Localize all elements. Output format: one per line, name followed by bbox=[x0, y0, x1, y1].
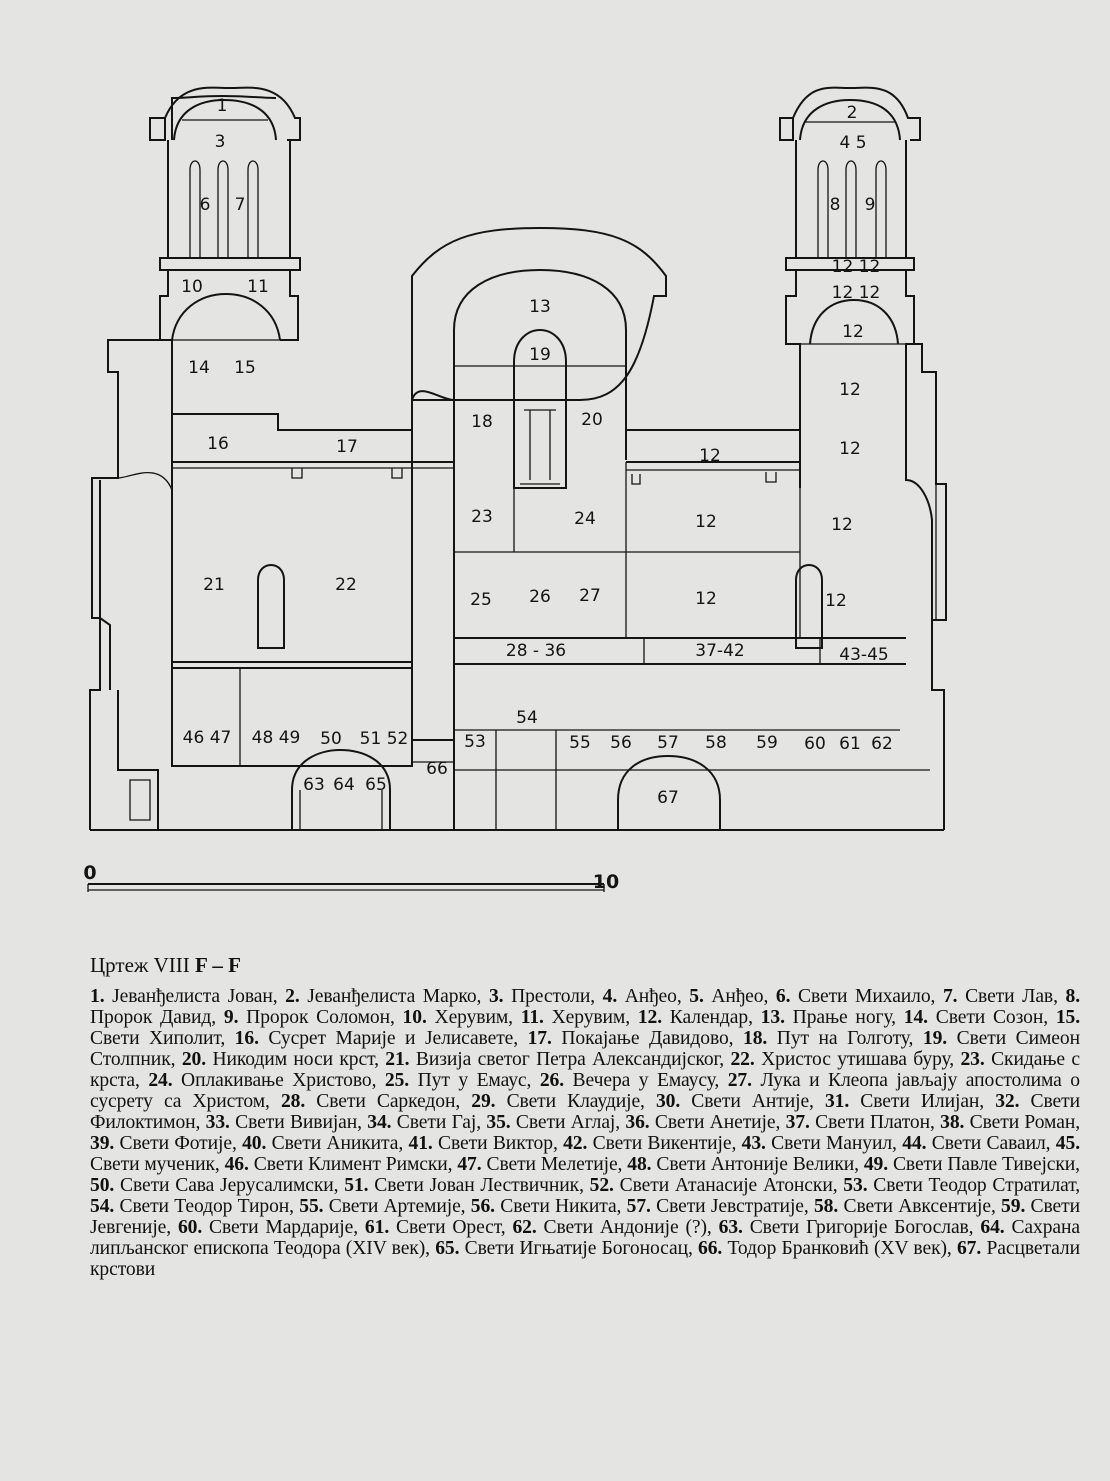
legend-number: 20. bbox=[181, 1049, 207, 1070]
legend-entry-text: Свети Созон, bbox=[927, 1007, 1056, 1028]
legend-number: 45. bbox=[1055, 1133, 1080, 1154]
zone-label-60: 60 bbox=[804, 734, 826, 754]
legend-entry-text: Лука и Клеопа јављају апостолима о сусрету са Христом, bbox=[90, 1070, 1080, 1112]
legend-entry-text: Јеванђелиста Марко, bbox=[299, 986, 489, 1007]
legend-entry-text: Свети мученик, bbox=[90, 1154, 225, 1175]
caption-section: F – F bbox=[195, 953, 241, 977]
zone-label-56: 56 bbox=[610, 733, 632, 753]
legend-entry-text: Свети Аглај, bbox=[510, 1112, 626, 1133]
zone-label-54: 54 bbox=[516, 708, 538, 728]
legend-number: 23. bbox=[960, 1049, 985, 1070]
legend-entry-text: Свети Атанасије Атонски, bbox=[613, 1175, 844, 1196]
legend-entry-text: Свети Теодор Стратилат, bbox=[867, 1175, 1081, 1196]
scale-end-label: 10 bbox=[592, 871, 620, 893]
zone-label-48-49: 48 49 bbox=[251, 728, 301, 748]
zone-label-3: 3 bbox=[214, 132, 226, 152]
zone-label-50: 50 bbox=[320, 729, 342, 749]
legend-number: 58. bbox=[813, 1196, 839, 1217]
legend-number: 41. bbox=[408, 1133, 433, 1154]
legend-number: 12. bbox=[637, 1007, 663, 1028]
legend-entry-text: Пророк Давид, bbox=[90, 1007, 224, 1028]
legend-entry-text: Јеванђелиста Јован, bbox=[104, 986, 286, 1007]
legend-number: 17. bbox=[527, 1028, 552, 1049]
legend-number: 51. bbox=[344, 1175, 369, 1196]
legend-entry-text: Свети Андоније (?), bbox=[536, 1217, 719, 1238]
legend-entry-text: Сусрет Марије и Јелисавете, bbox=[258, 1028, 528, 1049]
legend-entry-text: Свети Роман, bbox=[964, 1112, 1081, 1133]
zone-label-17: 17 bbox=[336, 437, 358, 457]
legend-number: 37. bbox=[785, 1112, 810, 1133]
legend-text bbox=[90, 986, 1080, 1280]
zone-label-7: 7 bbox=[234, 195, 246, 215]
legend-number: 5. bbox=[689, 986, 704, 1007]
zone-label-10: 10 bbox=[181, 277, 203, 297]
legend-number: 64. bbox=[980, 1217, 1005, 1238]
legend-number: 9. bbox=[223, 1007, 239, 1028]
zone-label-4-5: 4 5 bbox=[839, 133, 867, 153]
legend-number: 50. bbox=[90, 1175, 115, 1196]
legend-entry-text: Свети Артемије, bbox=[323, 1196, 471, 1217]
legend-entry-text: Сахрана липљанског епископа Теодора (XIV век), bbox=[90, 1217, 1081, 1259]
zone-label-65: 65 bbox=[365, 775, 387, 795]
caption-prefix: Цртеж VIII bbox=[90, 953, 190, 977]
legend-number: 47. bbox=[457, 1154, 482, 1175]
legend-entry-text: Херувим, bbox=[426, 1007, 521, 1028]
legend-entry-text: Свети Виктор, bbox=[432, 1133, 564, 1154]
zone-label-55: 55 bbox=[569, 733, 591, 753]
legend-number: 28. bbox=[280, 1091, 306, 1112]
legend-entry-text: Свети Анетије, bbox=[649, 1112, 786, 1133]
legend-number: 46. bbox=[224, 1154, 249, 1175]
zone-label-14: 14 bbox=[188, 358, 210, 378]
legend-entry-text: Календар, bbox=[662, 1007, 761, 1028]
legend-number: 66. bbox=[698, 1238, 723, 1259]
scale-bar bbox=[83, 862, 619, 893]
legend-number: 33. bbox=[205, 1112, 230, 1133]
zone-label-61: 61 bbox=[839, 734, 861, 754]
legend-number: 19. bbox=[922, 1028, 948, 1049]
legend-number: 4. bbox=[602, 986, 618, 1007]
legend-entry-text: Престоли, bbox=[503, 986, 603, 1007]
legend-number: 56. bbox=[470, 1196, 495, 1217]
legend-number: 39. bbox=[90, 1133, 115, 1154]
legend-entry-text: Свети Мардарије, bbox=[202, 1217, 365, 1238]
legend-number: 31. bbox=[824, 1091, 850, 1112]
zone-label-12-e: 12 bbox=[839, 439, 861, 459]
scale-start-label: 0 bbox=[83, 862, 97, 884]
zone-label-16: 16 bbox=[207, 434, 229, 454]
legend-entry-text: Вечера у Емаусу, bbox=[564, 1070, 728, 1091]
legend-number: 7. bbox=[942, 986, 958, 1007]
zone-label-12-h: 12 bbox=[831, 515, 853, 535]
zone-label-21: 21 bbox=[203, 575, 225, 595]
zone-label-12-f: 12 bbox=[699, 446, 721, 466]
legend-number: 53. bbox=[843, 1175, 868, 1196]
legend-number: 44. bbox=[902, 1133, 927, 1154]
figure-caption bbox=[90, 953, 1080, 1280]
legend-number: 11. bbox=[520, 1007, 544, 1028]
legend-number: 38. bbox=[940, 1112, 965, 1133]
legend-number: 36. bbox=[625, 1112, 650, 1133]
legend-number: 32. bbox=[995, 1091, 1020, 1112]
zone-label-63: 63 bbox=[303, 775, 325, 795]
legend-entry-text: Свети Хиполит, bbox=[90, 1028, 235, 1049]
legend-entry-text: Свети Орест, bbox=[389, 1217, 513, 1238]
legend-entry-text: Свети Антоније Велики, bbox=[651, 1154, 864, 1175]
zone-label-51-52: 51 52 bbox=[359, 729, 409, 749]
legend-entry-text: Свети Климент Римски, bbox=[248, 1154, 458, 1175]
zone-label-13: 13 bbox=[529, 297, 551, 317]
legend-entry-text: Свети Лав, bbox=[957, 986, 1066, 1007]
legend-entry-text: Покајање Давидово, bbox=[551, 1028, 744, 1049]
zone-label-18: 18 bbox=[471, 412, 493, 432]
legend-number: 10. bbox=[402, 1007, 427, 1028]
legend-number: 13. bbox=[760, 1007, 785, 1028]
legend-number: 59. bbox=[1001, 1196, 1026, 1217]
legend-entry-text: Свети Саваил, bbox=[926, 1133, 1056, 1154]
zone-label-26: 26 bbox=[529, 587, 551, 607]
zone-label-19: 19 bbox=[529, 345, 551, 365]
legend-entry-text: Христос утишава буру, bbox=[754, 1049, 961, 1070]
legend-number: 21. bbox=[385, 1049, 410, 1070]
legend-number: 18. bbox=[743, 1028, 768, 1049]
zone-label-12-i: 12 bbox=[695, 589, 717, 609]
zone-label-12-g: 12 bbox=[695, 512, 717, 532]
legend-number: 62. bbox=[512, 1217, 537, 1238]
legend-entry-text: Свети Григорије Богослав, bbox=[742, 1217, 981, 1238]
legend-number: 60. bbox=[177, 1217, 203, 1238]
legend-number: 43. bbox=[741, 1133, 766, 1154]
legend-number: 61. bbox=[364, 1217, 390, 1238]
legend-entry-text: Пут у Емаус, bbox=[409, 1070, 540, 1091]
legend-entry-text: Свети Мануил, bbox=[765, 1133, 903, 1154]
legend-entry-text: Свети Клаудије, bbox=[495, 1091, 656, 1112]
legend-number: 22. bbox=[730, 1049, 755, 1070]
zone-label-23: 23 bbox=[471, 507, 493, 527]
legend-number: 52. bbox=[589, 1175, 614, 1196]
legend-number: 16. bbox=[234, 1028, 259, 1049]
legend-number: 24. bbox=[148, 1070, 173, 1091]
legend-entry-text: Свети Никита, bbox=[494, 1196, 627, 1217]
zone-label-12-a: 12 12 bbox=[831, 257, 881, 277]
legend-number: 14. bbox=[903, 1007, 928, 1028]
legend-entry-text: Свети Авксентије, bbox=[838, 1196, 1002, 1217]
legend-number: 25. bbox=[384, 1070, 410, 1091]
legend-entry-text: Свети Јевгеније, bbox=[90, 1196, 1080, 1238]
zone-label-8: 8 bbox=[829, 195, 841, 215]
zone-label-12-d: 12 bbox=[839, 380, 861, 400]
zone-label-59: 59 bbox=[756, 733, 778, 753]
legend-entry-text: Свети Јован Лествичник, bbox=[368, 1175, 590, 1196]
legend-entry-text: Свети Теодор Тирон, bbox=[114, 1196, 300, 1217]
legend-entry-text: Свети Аникита, bbox=[266, 1133, 409, 1154]
legend-entry-text: Скидање с крста, bbox=[90, 1049, 1080, 1091]
legend-entry-text: Свети Игњатије Богоносац, bbox=[459, 1238, 699, 1259]
legend-number: 3. bbox=[488, 986, 504, 1007]
legend-entry-text: Свети Мелетије, bbox=[481, 1154, 628, 1175]
legend-number: 35. bbox=[486, 1112, 511, 1133]
legend-number: 65. bbox=[435, 1238, 460, 1259]
legend-number: 57. bbox=[626, 1196, 651, 1217]
zone-label-20: 20 bbox=[581, 410, 603, 430]
zone-label-11: 11 bbox=[247, 277, 269, 297]
legend-number: 48. bbox=[627, 1154, 652, 1175]
zone-label-53: 53 bbox=[464, 732, 486, 752]
zone-label-43-45: 43-45 bbox=[839, 645, 889, 665]
zone-label-58: 58 bbox=[705, 733, 727, 753]
legend-entry-text: Херувим, bbox=[543, 1007, 638, 1028]
legend-number: 54. bbox=[90, 1196, 115, 1217]
zone-label-57: 57 bbox=[657, 733, 679, 753]
legend-number: 67. bbox=[956, 1238, 982, 1259]
legend-entry-text: Свети Саркедон, bbox=[305, 1091, 472, 1112]
legend-number: 29. bbox=[471, 1091, 496, 1112]
legend-entry-text: Свети Фотије, bbox=[114, 1133, 243, 1154]
zone-label-1: 1 bbox=[216, 96, 228, 116]
legend-number: 40. bbox=[242, 1133, 267, 1154]
legend-entry-text: Свети Викентије, bbox=[587, 1133, 742, 1154]
legend-entry-text: Пророк Соломон, bbox=[238, 1007, 403, 1028]
zone-label-67: 67 bbox=[657, 788, 679, 808]
zone-label-12-b: 12 12 bbox=[831, 283, 881, 303]
legend-number: 30. bbox=[655, 1091, 681, 1112]
zone-label-12-j: 12 bbox=[825, 591, 847, 611]
legend-entry-text: Никодим носи крст, bbox=[206, 1049, 386, 1070]
caption-title bbox=[90, 953, 1080, 978]
legend-entry-text: Свети Михаило, bbox=[790, 986, 943, 1007]
zone-label-22: 22 bbox=[335, 575, 357, 595]
legend-entry-text: Свети Сава Јерусалимски, bbox=[114, 1175, 345, 1196]
legend-number: 8. bbox=[1065, 986, 1080, 1007]
legend-entry-text: Свети Платон, bbox=[809, 1112, 941, 1133]
legend-entry-text: Анђео, bbox=[617, 986, 690, 1007]
zone-label-6: 6 bbox=[199, 195, 211, 215]
legend-number: 27. bbox=[727, 1070, 752, 1091]
legend-entry-text: Свети Јевстратије, bbox=[650, 1196, 814, 1217]
legend-number: 42. bbox=[563, 1133, 588, 1154]
legend-entry-text: Свети Филоктимон, bbox=[90, 1091, 1080, 1133]
legend-entry-text: Свети Симеон Столпник, bbox=[90, 1028, 1080, 1070]
zone-label-66: 66 bbox=[426, 759, 448, 779]
zone-label-27: 27 bbox=[579, 586, 601, 606]
legend-entry-text: Свети Гај, bbox=[391, 1112, 487, 1133]
zone-label-12-c: 12 bbox=[842, 322, 864, 342]
legend-number: 15. bbox=[1055, 1007, 1081, 1028]
legend-number: 34. bbox=[367, 1112, 392, 1133]
legend-entry-text: Расцветали крстови bbox=[90, 1238, 1080, 1280]
legend-entry-text: Свети Павле Тивејски, bbox=[888, 1154, 1080, 1175]
legend-entry-text: Прање ногу, bbox=[784, 1007, 904, 1028]
legend-number: 6. bbox=[775, 986, 791, 1007]
legend-entry-text: Визија светог Петра Александијског, bbox=[409, 1049, 731, 1070]
legend-entry-text: Свети Илијан, bbox=[849, 1091, 996, 1112]
zone-label-28-36: 28 - 36 bbox=[505, 641, 567, 661]
legend-entry-text: Свети Вивијан, bbox=[229, 1112, 368, 1133]
legend-entry-text: Пут на Голготу, bbox=[767, 1028, 923, 1049]
zone-labels bbox=[181, 96, 893, 808]
zone-label-15: 15 bbox=[234, 358, 256, 378]
zone-label-62: 62 bbox=[871, 734, 893, 754]
legend-number: 2. bbox=[285, 986, 300, 1007]
zone-label-46-47: 46 47 bbox=[182, 728, 232, 748]
zone-label-25: 25 bbox=[470, 590, 492, 610]
zone-label-9: 9 bbox=[864, 195, 876, 215]
legend-entry-text: Оплакивање Христово, bbox=[172, 1070, 385, 1091]
legend-number: 63. bbox=[718, 1217, 743, 1238]
zone-label-37-42: 37-42 bbox=[695, 641, 745, 661]
legend-number: 26. bbox=[539, 1070, 565, 1091]
legend-entry-text: Свети Антије, bbox=[680, 1091, 825, 1112]
zone-label-2: 2 bbox=[846, 103, 858, 123]
zone-label-24: 24 bbox=[574, 509, 596, 529]
legend-number: 49. bbox=[863, 1154, 889, 1175]
zone-label-64: 64 bbox=[333, 775, 355, 795]
legend-number: 1. bbox=[90, 986, 105, 1007]
legend-entry-text: Тодор Бранковић (XV век), bbox=[722, 1238, 957, 1259]
legend-entry-text: Анђео, bbox=[703, 986, 776, 1007]
legend-number: 55. bbox=[299, 1196, 324, 1217]
